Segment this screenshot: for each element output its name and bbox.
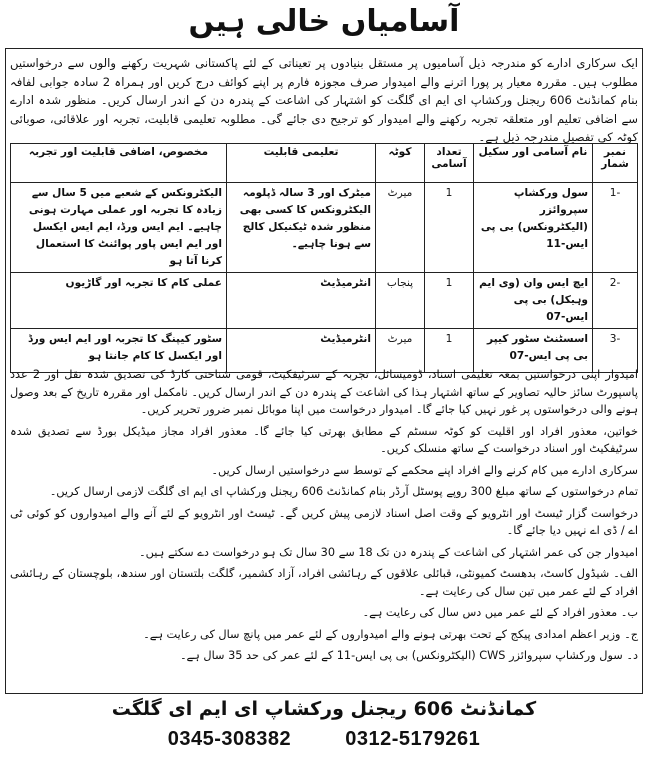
condition-item: ج۔ وزیر اعظم امدادی پیکج کے تحت بھرتی ہونے والے امیدواروں کے لئے عمر میں پانچ سال کی رعایت ہے۔ xyxy=(143,627,638,641)
cell-count: 1 xyxy=(425,273,474,329)
intro-paragraph: ایک سرکاری ادارے کو مندرجہ ذیل آسامیوں پر مستقل بنیادوں پر تعیناتی کے لئے پاکستانی شہریت رکھنے والوں سے درخواستیں مطلوب ہیں۔ مقررہ معیار پر پورا اترنے والے امیدوار صرف مجوزہ فارم پر اپنے کوائف درج کریں اور ہمراہ 2 سادہ جوابی لفافہ بنام کمانڈنٹ 606 ریجنل ورکشاپ ای ایم ای گلگت کو اشتہار کی اشاعت کے پندرہ دن کے اندر ارسال کریں۔ منظور شدہ ادارے سے اضافی تعلیم اور متعلقہ تجربہ رکھنے والے امیدوار کو ترجیح دی جائے گی۔ مطلوبہ تعلیمی قابلیت، تجربہ اور علاقائی، صوبائی کوٹہ کی تفصیل مندرجہ ذیل ہے۔ xyxy=(10,56,639,144)
condition-item: د۔ سول ورکشاپ سپروائزر CWS (الیکٹرونکس) بی پی ایس-11 کے لئے عمر کی حد 35 سال ہے۔ xyxy=(179,649,638,662)
condition-item: ب۔ معذور افراد کے لئے عمر میں دس سال کی رعایت ہے۔ xyxy=(362,606,638,619)
posts-table xyxy=(10,143,638,373)
cell-education: انٹرمیڈیٹ xyxy=(227,273,376,329)
cell-count: 1 xyxy=(425,329,474,373)
condition-item: خواتین، معذور افراد اور اقلیت کو کوٹہ سسٹم کے مطابق بھرتی کیا جائے گا۔ معذور افراد مجاز میڈیکل بورڈ سے تصدیق شدہ سرٹیفکیٹ اور اسناد درخواست کے ساتھ منسلک کریں۔ xyxy=(10,424,638,455)
cell-quota: پنجاب xyxy=(376,273,425,329)
table-row xyxy=(11,183,638,273)
cell-education: انٹرمیڈیٹ xyxy=(227,329,376,373)
cell-education: میٹرک اور 3 سالہ ڈپلومہ الیکٹرونکس کا کسی بھی منظور شدہ ٹیکنیکل کالج سے ہونا چاہیے۔ xyxy=(227,183,376,273)
header-quota: کوٹہ xyxy=(376,144,425,183)
table-header-row xyxy=(11,144,638,183)
cell-extra: عملی کام کا تجربہ اور گاڑیوں xyxy=(11,273,227,329)
footer xyxy=(0,696,648,751)
condition-item: امیدوار جن کی عمر اشتہار کی اشاعت کے پندرہ دن تک 18 سے 30 سال تک ہو درخواست دے سکتے ہیں۔ xyxy=(139,545,638,559)
phone-numbers xyxy=(0,728,648,751)
phone-number: 0312-5179261 xyxy=(345,728,481,750)
condition-item: الف۔ شیڈول کاسٹ، بدھسٹ کمیونٹی، قبائلی علاقوں کے رہائشی افراد، آزاد کشمیر، گلگت بلتستان اور سندھ، بلوچستان کے رہائشی افراد کے لئے عمر میں تین سال کی رعایت ہے۔ xyxy=(10,567,638,598)
cell-name: سول ورکشاپ سپروائزر (الیکٹرونکس) بی پی ایس-11 xyxy=(474,183,593,273)
cell-quota: میرٹ xyxy=(376,183,425,273)
cell-name: ایچ ایس وان (وی ایم وہیکل) بی پی ایس-07 xyxy=(474,273,593,329)
header-education: تعلیمی قابلیت xyxy=(227,144,376,183)
cell-count: 1 xyxy=(425,183,474,273)
condition-item: درخواست گزار ٹیسٹ اور انٹرویو کے وقت اصل اسناد لازمی پیش کریں گے۔ ٹیسٹ اور انٹرویو کے لئے آنے والے امیدواروں کو کوئی ٹی اے / ڈی اے نہیں دیا جائے گا۔ xyxy=(10,506,638,537)
cell-name: اسسٹنٹ سٹور کیپر بی پی ایس-07 xyxy=(474,329,593,373)
condition-item: امیدوار اپنی درخواستیں بمعہ تعلیمی اسناد، ڈومیسائل، تجربہ کے سرٹیفکیٹ، قومی شناختی کارڈ کی تصدیق شدہ نقل اور 2 عدد پاسپورٹ سائز حالیہ تصاویر کے ساتھ اشتہار ہذا کی اشاعت کے پندرہ دن کے اندر ارسال کریں۔ نامکمل اور مقررہ تاریخ کے بعد وصول ہونے والی درخواستوں پر غور نہیں کیا جائے گا۔ امیدوار درخواست میں اپنا موبائل نمبر ضرور تحریر کریں۔ xyxy=(10,368,638,416)
condition-item: تمام درخواستوں کے ساتھ مبلغ 300 روپے پوسٹل آرڈر بنام کمانڈنٹ 606 ریجنل ورکشاپ ای ایم ای گلگت لازمی ارسال کریں۔ xyxy=(49,485,638,498)
cell-extra: سٹور کیپنگ کا تجربہ اور ایم ایس ورڈ اور ایکسل کا کام جانتا ہو xyxy=(11,329,227,373)
header-count: تعداد آسامی xyxy=(425,144,474,183)
conditions-list xyxy=(10,366,638,669)
cell-extra: الیکٹرونکس کے شعبے میں 5 سال سے زیادہ کا تجربہ اور عملی مہارت ہونی چاہیے۔ ایم ایس ورڈ، ایم ایس ایکسل اور ایم ایس پاور پوائنٹ کا استعمال کرنا آتا ہو xyxy=(11,183,227,273)
phone-number: 0345-308382 xyxy=(167,728,292,750)
header-name: نام آسامی اور سکیل xyxy=(474,144,593,183)
cell-serial: -3 xyxy=(593,329,638,373)
header-serial: نمبر شمار xyxy=(593,144,638,183)
cell-quota: میرٹ xyxy=(376,329,425,373)
condition-item: سرکاری ادارے میں کام کرنے والے افراد اپنے محکمے کے توسط سے درخواستیں ارسال کریں۔ xyxy=(211,463,638,477)
header-extra: مخصوص، اضافی قابلیت اور تجربہ xyxy=(11,144,227,183)
ad-title: آسامیاں خالی ہیں xyxy=(188,4,460,39)
table-row xyxy=(11,273,638,329)
cell-serial: -2 xyxy=(593,273,638,329)
footer-title: کمانڈنٹ 606 ریجنل ورکشاپ ای ایم ای گلگت xyxy=(111,698,537,720)
cell-serial: -1 xyxy=(593,183,638,273)
